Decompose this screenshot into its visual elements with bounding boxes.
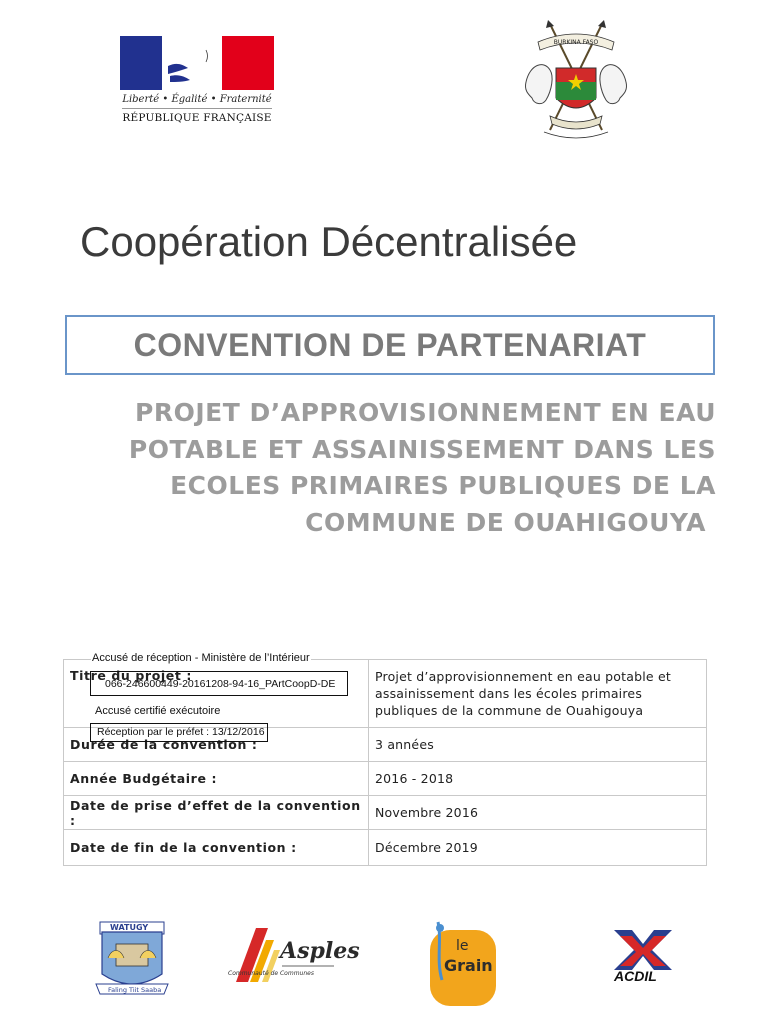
french-flag-marianne — [120, 36, 274, 90]
convention-title-box — [65, 315, 715, 375]
row-value: 2016 - 2018 — [369, 762, 707, 796]
asples-name: Asples — [280, 938, 360, 964]
row-value: Novembre 2016 — [369, 796, 707, 830]
le-grain-le: le — [456, 938, 469, 954]
stamp-received-box — [90, 723, 268, 742]
document-title: Coopération Décentralisée — [80, 218, 578, 265]
republique-francaise-logo — [120, 36, 274, 132]
table-row — [64, 830, 707, 866]
le-grain-grain: Grain — [444, 956, 493, 975]
row-value: 3 années — [369, 728, 707, 762]
watugy-logo — [94, 918, 170, 1000]
burkina-faso-coat-of-arms — [520, 20, 632, 142]
row-label: Année Budgétaire : — [64, 762, 369, 796]
republic-name: RÉPUBLIQUE FRANÇAISE — [122, 112, 272, 124]
le-grain-logo — [428, 920, 500, 1006]
table-row — [64, 796, 707, 830]
table-row — [64, 762, 707, 796]
project-title-line: PROJET D’APPROVISIONNEMENT EN EAU — [135, 398, 716, 427]
project-title-line: COMMUNE DE OUAHIGOUYA — [305, 507, 706, 537]
watugy-motto: Faling Tiit Saaba — [108, 986, 162, 994]
asples-logo — [222, 920, 360, 1000]
stamp-received: Réception par le préfet : 13/12/2016 — [97, 726, 265, 738]
divider — [122, 108, 272, 109]
watugy-name: WATUGY — [110, 923, 149, 932]
row-label: Titre du projet : — [64, 660, 369, 728]
project-title — [100, 395, 716, 541]
acdil-logo — [610, 926, 676, 986]
row-value: Décembre 2019 — [369, 830, 707, 866]
asples-subtitle: Communauté de Communes — [228, 970, 314, 977]
row-label: Date de prise d’effet de la convention : — [64, 796, 369, 830]
convention-title: CONVENTION DE PARTENARIAT — [133, 327, 647, 363]
row-label: Durée de la convention : — [64, 728, 369, 762]
row-value: Projet d’approvisionnement en eau potable et assainissement dans les écoles primaires publiques de la commune de Ouahigouya — [369, 660, 707, 728]
row-label: Date de fin de la convention : — [64, 830, 369, 866]
stamp-reference: 066-246600449-20161208-94-16_PArtCoopD-DE — [105, 678, 336, 690]
stamp-heading: Accusé de réception - Ministère de l’Intérieur — [92, 652, 310, 664]
svg-text:BURKINA FASO: BURKINA FASO — [553, 39, 599, 46]
acdil-name: ACDIL — [614, 968, 657, 984]
stamp-reference-box — [90, 671, 348, 696]
project-title-line: ECOLES PRIMAIRES PUBLIQUES DE LA — [170, 471, 716, 500]
stamp-status: Accusé certifié exécutoire — [95, 705, 221, 717]
project-title-line: POTABLE ET ASSAINISSEMENT DANS LES — [128, 434, 716, 464]
republic-motto: Liberté • Égalité • Fraternité — [122, 94, 272, 105]
